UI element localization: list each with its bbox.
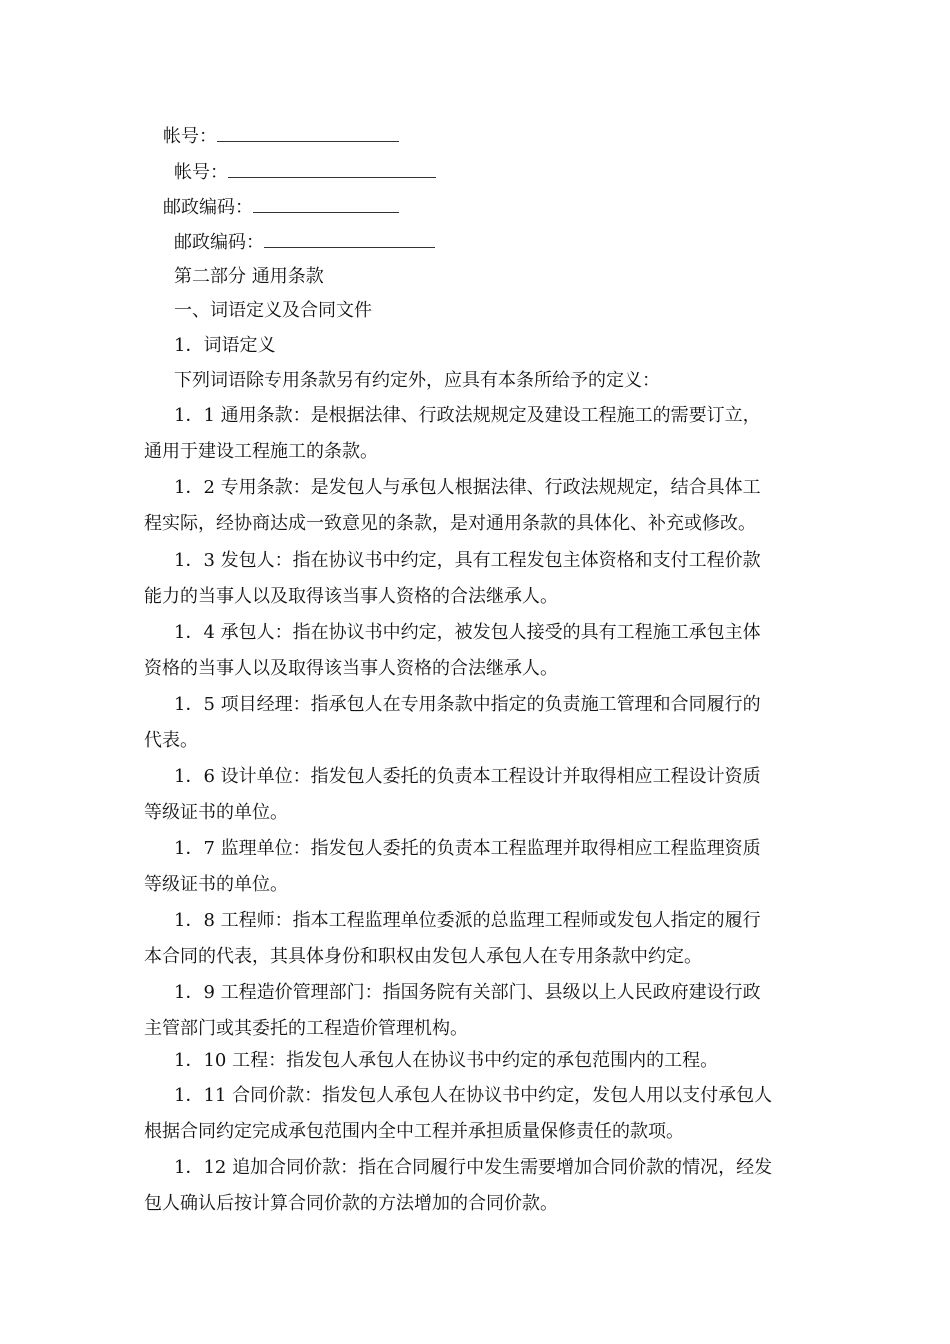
- postal-line-1: [163, 196, 399, 220]
- intro-text: 下列词语除专用条款另有约定外，应具有本条所给予的定义：: [174, 370, 660, 391]
- account-blank: [217, 125, 399, 142]
- section-title: 一、词语定义及合同文件: [174, 300, 372, 321]
- postal-blank: [253, 196, 399, 213]
- part-title: 第二部分 通用条款: [174, 266, 324, 287]
- clause-line: 包人确认后按计算合同价款的方法增加的合同价款。: [144, 1193, 558, 1214]
- clause-1-3: [144, 543, 814, 615]
- clause-line: 1．2 专用条款：是发包人与承包人根据法律、行政法规规定，结合具体工: [174, 477, 761, 498]
- postal-blank: [264, 231, 435, 248]
- clause-line: 1．12 追加合同价款：指在合同履行中发生需要增加合同价款的情况，经发: [174, 1157, 773, 1178]
- clause-line: 通用于建设工程施工的条款。: [144, 441, 378, 462]
- clause-line: 1．1 通用条款：是根据法律、行政法规规定及建设工程施工的需要订立，: [174, 405, 761, 426]
- clause-line: 1．10 工程：指发包人承包人在协议书中约定的承包范围内的工程。: [174, 1050, 719, 1071]
- clause-line: 1．4 承包人：指在协议书中约定，被发包人接受的具有工程施工承包主体: [174, 622, 761, 643]
- clause-line: 1．7 监理单位：指发包人委托的负责本工程监理并取得相应工程监理资质: [174, 838, 761, 859]
- clause-1-11: [144, 1078, 814, 1150]
- clause-line: 程实际，经协商达成一致意见的条款，是对通用条款的具体化、补充或修改。: [144, 513, 756, 534]
- clause-1-9: [144, 975, 814, 1047]
- clause-line: 1．5 项目经理：指承包人在专用条款中指定的负责施工管理和合同履行的: [174, 694, 761, 715]
- clause-line: 1．9 工程造价管理部门：指国务院有关部门、县级以上人民政府建设行政: [174, 982, 761, 1003]
- clause-line: 等级证书的单位。: [144, 802, 288, 823]
- account-line-2: [174, 161, 436, 185]
- postal-label: 邮政编码：: [174, 232, 264, 253]
- clause-1-1: [144, 398, 814, 470]
- clause-line: 代表。: [144, 730, 198, 751]
- clause-line: 根据合同约定完成承包范围内全中工程并承担质量保修责任的款项。: [144, 1121, 684, 1142]
- account-label: 帐号：: [174, 162, 228, 183]
- clause-line: 资格的当事人以及取得该当事人资格的合法继承人。: [144, 658, 558, 679]
- clause-line: 1．8 工程师：指本工程监理单位委派的总监理工程师或发包人指定的履行: [174, 910, 761, 931]
- clause-1-2: [144, 470, 814, 542]
- clause-1-4: [144, 615, 814, 687]
- postal-label: 邮政编码：: [163, 197, 253, 218]
- subsection-title: 1．词语定义: [174, 335, 276, 356]
- clause-1-12: [144, 1150, 814, 1222]
- account-blank: [228, 161, 436, 178]
- account-line-1: [163, 125, 399, 149]
- postal-line-2: [174, 231, 435, 255]
- clause-line: 1．6 设计单位：指发包人委托的负责本工程设计并取得相应工程设计资质: [174, 766, 761, 787]
- clause-line: 本合同的代表，其具体身份和职权由发包人承包人在专用条款中约定。: [144, 946, 702, 967]
- clause-line: 1．11 合同价款：指发包人承包人在协议书中约定，发包人用以支付承包人: [174, 1085, 773, 1106]
- clause-line: 1．3 发包人：指在协议书中约定，具有工程发包主体资格和支付工程价款: [174, 550, 761, 571]
- clause-line: 等级证书的单位。: [144, 874, 288, 895]
- clause-1-5: [144, 687, 814, 759]
- clause-1-7: [144, 831, 814, 903]
- account-label: 帐号：: [163, 126, 217, 147]
- clause-1-6: [144, 759, 814, 831]
- clause-1-8: [144, 903, 814, 975]
- clause-line: 主管部门或其委托的工程造价管理机构。: [144, 1018, 468, 1039]
- clause-line: 能力的当事人以及取得该当事人资格的合法继承人。: [144, 586, 558, 607]
- clause-1-10: [144, 1043, 814, 1079]
